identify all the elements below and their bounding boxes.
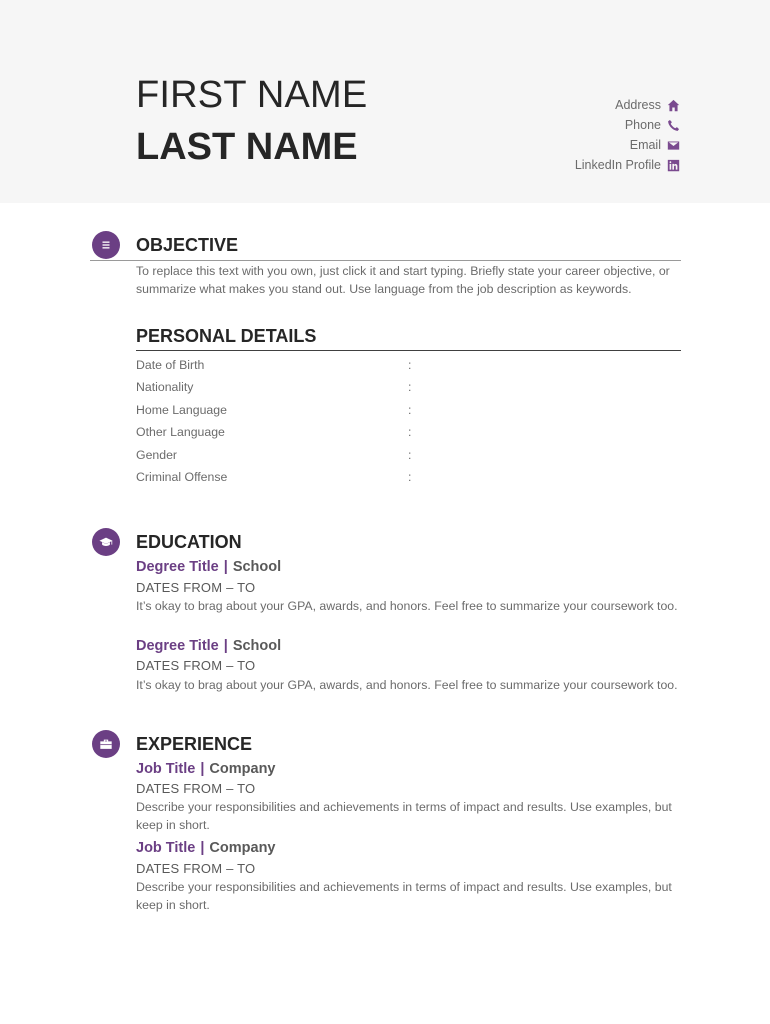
education-dates: DATES FROM – TO — [136, 658, 256, 673]
personal-detail-row — [136, 425, 681, 447]
first-name: FIRST NAME — [136, 74, 368, 116]
personal-detail-separator: : — [408, 425, 412, 439]
objective-title: OBJECTIVE — [136, 235, 239, 255]
header-band — [0, 0, 770, 203]
school-name: School — [232, 638, 282, 654]
company-name: Company — [209, 761, 276, 777]
heading-separator: | — [223, 559, 228, 575]
degree-title: Degree Title — [136, 638, 219, 654]
education-dates: DATES FROM – TO — [136, 580, 256, 595]
job-title: Job Title — [136, 761, 196, 777]
objective-icon — [92, 231, 120, 259]
personal-detail-row — [136, 448, 681, 470]
personal-details-title: PERSONAL DETAILS — [136, 326, 317, 346]
experience-entry-heading — [136, 840, 276, 856]
personal-detail-row — [136, 470, 681, 492]
contact-phone — [460, 115, 680, 135]
last-name: LAST NAME — [136, 126, 358, 168]
graduation-cap-icon — [92, 528, 120, 556]
objective-text: To replace this text with you own, just click it and start typing. Briefly state your career objective, or summarize what makes you stand out. Use language from the job description as keywords. — [136, 264, 670, 296]
contact-block — [460, 95, 680, 175]
contact-linkedin — [460, 155, 680, 175]
heading-separator: | — [200, 761, 205, 777]
school-name: School — [232, 559, 282, 575]
objective-divider — [90, 260, 681, 261]
email-icon — [667, 139, 680, 152]
education-title: EDUCATION — [136, 532, 242, 552]
personal-detail-separator: : — [408, 358, 412, 372]
contact-email-label: Email — [629, 138, 661, 152]
contact-linkedin-label: LinkedIn Profile — [574, 158, 661, 172]
personal-detail-label: Home Language — [136, 403, 227, 417]
briefcase-icon — [92, 730, 120, 758]
experience-description: Describe your responsibilities and achievements in terms of impact and results. Use examples, but keep in short. — [136, 800, 672, 832]
personal-detail-label: Gender — [136, 448, 178, 462]
personal-detail-label: Criminal Offense — [136, 470, 228, 484]
experience-dates: DATES FROM – TO — [136, 781, 256, 796]
heading-separator: | — [200, 840, 205, 856]
experience-description: Describe your responsibilities and achievements in terms of impact and results. Use examples, but keep in short. — [136, 880, 672, 912]
personal-detail-label: Nationality — [136, 380, 194, 394]
home-icon — [667, 99, 680, 112]
personal-detail-row — [136, 358, 681, 380]
experience-entry-heading — [136, 761, 276, 777]
personal-detail-separator: : — [408, 380, 412, 394]
contact-email — [460, 135, 680, 155]
personal-detail-row — [136, 380, 681, 402]
linkedin-icon — [667, 159, 680, 172]
phone-icon — [667, 119, 680, 132]
experience-dates: DATES FROM – TO — [136, 861, 256, 876]
personal-detail-separator: : — [408, 448, 412, 462]
experience-title: EXPERIENCE — [136, 734, 253, 754]
personal-detail-separator: : — [408, 470, 412, 484]
education-description: It’s okay to brag about your GPA, awards, and honors. Feel free to summarize your coursework too. — [136, 599, 678, 613]
personal-detail-label: Date of Birth — [136, 358, 205, 372]
personal-detail-label: Other Language — [136, 425, 225, 439]
contact-address-label: Address — [615, 98, 661, 112]
contact-address — [460, 95, 680, 115]
degree-title: Degree Title — [136, 559, 219, 575]
education-entry-heading — [136, 638, 281, 654]
job-title: Job Title — [136, 840, 196, 856]
personal-detail-row — [136, 403, 681, 425]
personal-details-divider — [136, 350, 681, 351]
education-description: It’s okay to brag about your GPA, awards, and honors. Feel free to summarize your coursework too. — [136, 678, 678, 692]
company-name: Company — [209, 840, 276, 856]
education-entry-heading — [136, 559, 281, 575]
heading-separator: | — [223, 638, 228, 654]
contact-phone-label: Phone — [624, 118, 661, 132]
personal-detail-separator: : — [408, 403, 412, 417]
